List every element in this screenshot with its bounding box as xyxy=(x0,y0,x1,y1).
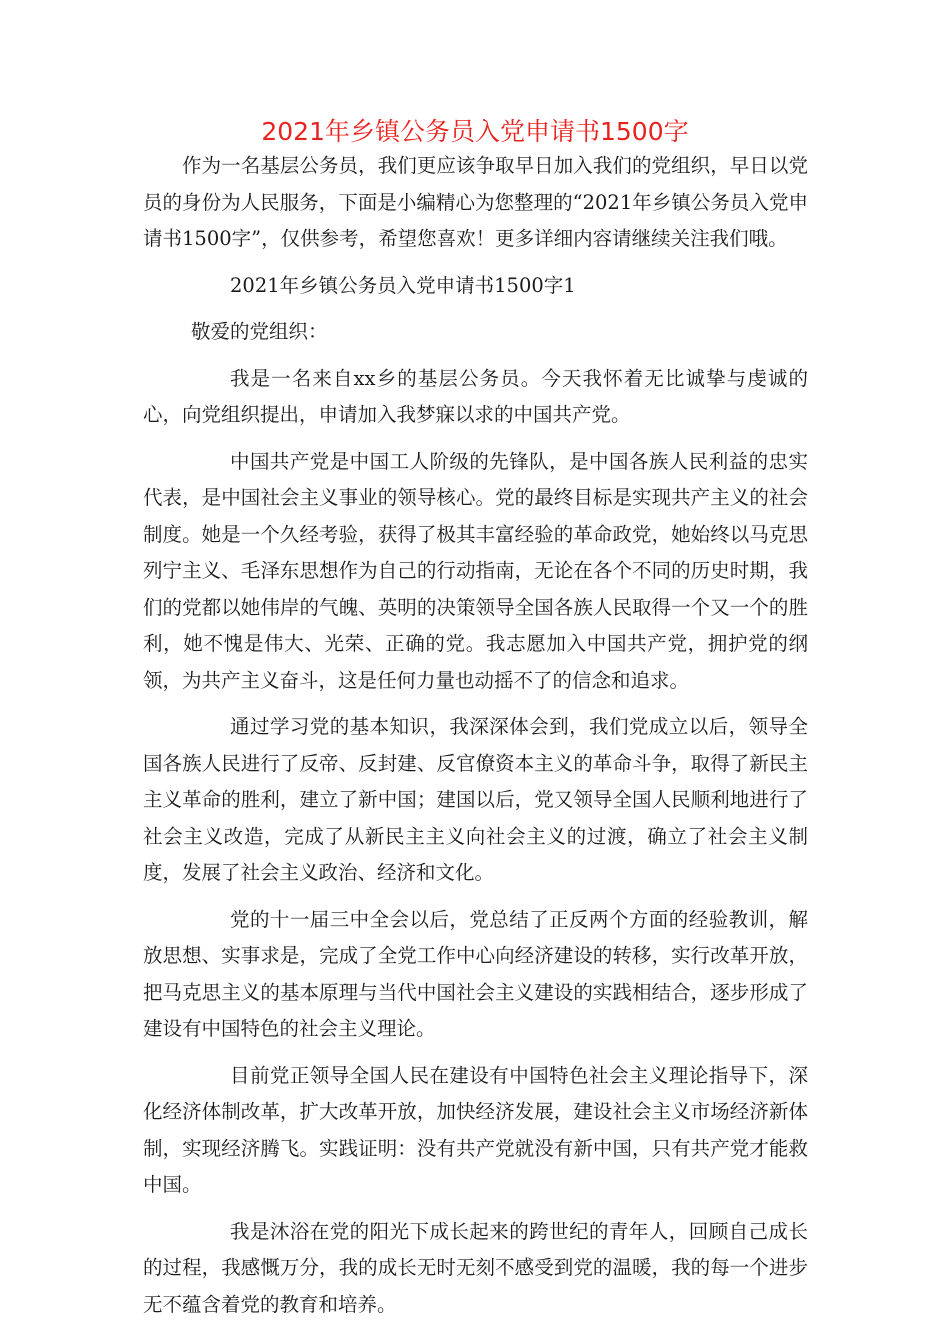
document-title: 2021年乡镇公务员入党申请书1500字 xyxy=(261,117,689,146)
section-subheading: 2021年乡镇公务员入党申请书1500字1 xyxy=(230,273,576,297)
body-paragraph: 目前党正领导全国人民在建设有中国特色社会主义理论指导下，深化经济体制改革，扩大改革开放，加快经济发展，建设社会主义市场经济新体制，实现经济腾飞。实践证明：没有共产党就没有新中国，只有共产党才能救中国。 xyxy=(143,1063,808,1196)
body-paragraph: 党的十一届三中全会以后，党总结了正反两个方面的经验教训，解放思想、实事求是，完成了全党工作中心向经济建设的转移，实行改革开放，把马克思主义的基本原理与当代中国社会主义建设的实践相结合，逐步形成了建设有中国特色的社会主义理论。 xyxy=(143,907,808,1040)
salutation: 敬爱的党组织： xyxy=(191,320,328,343)
body-paragraph: 我是沐浴在党的阳光下成长起来的跨世纪的青年人，回顾自己成长的过程，我感慨万分，我的成长无时无刻不感受到党的温暖，我的每一个进步无不蕴含着党的教育和培养。 xyxy=(143,1219,808,1316)
intro-paragraph: 作为一名基层公务员，我们更应该争取早日加入我们的党组织，早日以党员的身份为人民服务，下面是小编精心为您整理的“2021年乡镇公务员入党申请书1500字”，仅供参考，希望您喜欢！更多详细内容请继续关注我们哦。 xyxy=(143,154,808,250)
body-paragraph: 我是一名来自xx乡的基层公务员。今天我怀着无比诚挚与虔诚的心，向党组织提出，申请加入我梦寐以求的中国共产党。 xyxy=(143,366,808,426)
body-paragraph: 中国共产党是中国工人阶级的先锋队，是中国各族人民利益的忠实代表，是中国社会主义事业的领导核心。党的最终目标是实现共产主义的社会制度。她是一个久经考验，获得了极其丰富经验的革命政党，她始终以马克思列宁主义、毛泽东思想作为自己的行动指南，无论在各个不同的历史时期，我们的党都以她伟岸的气魄、英明的决策领导全国各族人民取得一个又一个的胜利，她不愧是伟大、光荣、正确的党。我志愿加入中国共产党，拥护党的纲领，为共产主义奋斗，这是任何力量也动摇不了的信念和追求。 xyxy=(143,449,808,692)
document-body xyxy=(143,148,808,1323)
body-paragraph: 通过学习党的基本知识，我深深体会到，我们党成立以后，领导全国各族人民进行了反帝、反封建、反官僚资本主义的革命斗争，取得了新民主主义革命的胜利，建立了新中国；建国以后，党又领导全国人民顺利地进行了社会主义改造，完成了从新民主主义向社会主义的过渡，确立了社会主义制度，发展了社会主义政治、经济和文化。 xyxy=(143,715,808,884)
